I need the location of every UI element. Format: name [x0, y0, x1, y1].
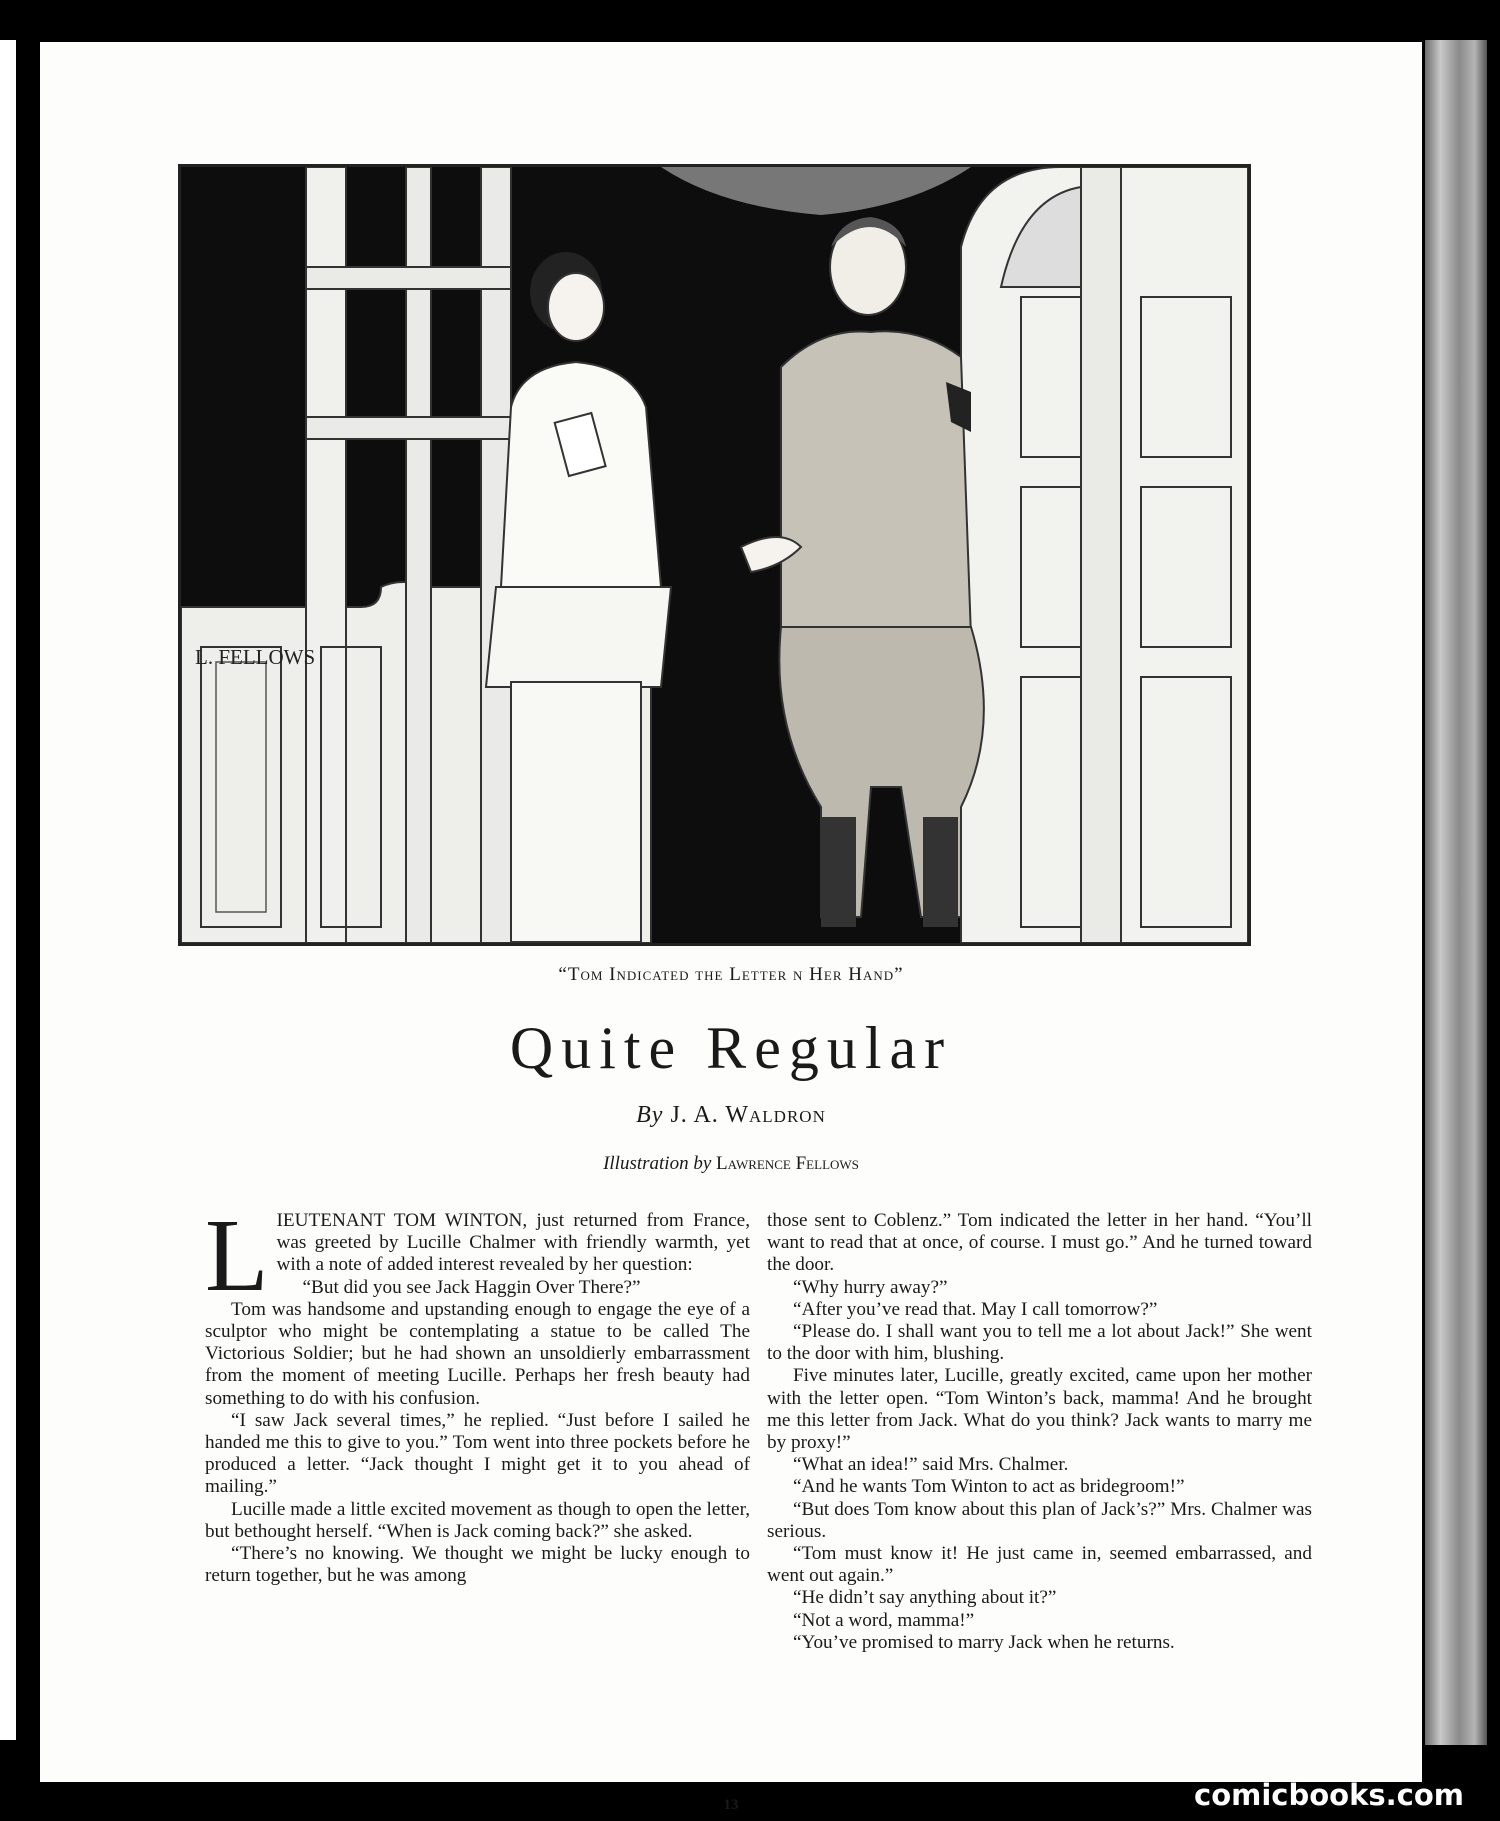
illustration-credit: [40, 1153, 1422, 1175]
drop-cap: L: [205, 1198, 269, 1313]
paragraph: “After you’ve read that. May I call tomorrow?”: [793, 1298, 1158, 1320]
artist-signature: L. FELLOWS: [195, 645, 316, 669]
book-spine: [1425, 40, 1487, 1745]
paragraph: “Why hurry away?”: [793, 1276, 948, 1298]
paragraph: “He didn’t say anything about it?”: [793, 1587, 1057, 1609]
byline-author: J. A. Waldron: [670, 1102, 826, 1128]
paragraph: “You’ve promised to marry Jack when he returns.: [793, 1631, 1175, 1653]
paragraph: “I saw Jack several times,” he replied. “Just before I sailed he handed me this to give to you.” Tom went into three pockets before he produced a letter. “Jack thought I might get it to you ahead of mailing.”: [205, 1409, 750, 1498]
article-title: Quite Regular: [509, 1015, 953, 1081]
paragraph: “There’s no knowing. We thought we might be lucky enough to return together, but he was among: [205, 1543, 750, 1587]
byline-prefix: By: [636, 1102, 664, 1128]
paragraph: “Not a word, mamma!”: [793, 1609, 975, 1631]
illustration-credit-label: Illustration by: [603, 1153, 712, 1174]
facing-page-edge: [0, 40, 16, 1740]
paragraph: “What an idea!” said Mrs. Chalmer.: [793, 1454, 1069, 1476]
paragraph: Five minutes later, Lucille, greatly excited, came upon her mother with the letter open. “Tom Winton’s back, mamma! And he brought me this letter from Jack. What do you think? Jack wants to marry me by proxy!”: [767, 1365, 1312, 1454]
paragraph: “But did you see Jack Haggin Over There?”: [302, 1276, 641, 1298]
text-column-right: [767, 1210, 1312, 1654]
paragraph: “And he wants Tom Winton to act as bridegroom!”: [793, 1476, 1185, 1498]
paragraph: “But does Tom know about this plan of Jack’s?” Mrs. Chalmer was serious.: [767, 1498, 1312, 1542]
paragraph: those sent to Coblenz.” Tom indicated the letter in her hand. “You’ll want to read that at once, of course. I must go.” And he turned toward the door.: [767, 1210, 1312, 1276]
story-illustration: [178, 164, 1251, 946]
illustrator-name: Lawrence Fellows: [716, 1153, 859, 1174]
illustration-caption: “Tom Indicated the Letter n Her Hand”: [558, 964, 904, 985]
paragraph: Tom was handsome and upstanding enough to engage the eye of a sculptor who might be contemplating a statue to be called The Victorious Soldier; but he had shown an unsoldierly embarrassment from the moment of meeting Lucille. Perhaps her fresh beauty had something to do with his confusion.: [205, 1298, 750, 1409]
byline: [40, 1102, 1422, 1129]
paragraph: Lucille made a little excited movement as though to open the letter, but bethought herself. “When is Jack coming back?” she asked.: [205, 1498, 750, 1542]
text-column-left: [205, 1198, 750, 1587]
page-number: 13: [723, 1797, 739, 1813]
paragraph: “Tom must know it! He just came in, seemed embarrassed, and went out again.”: [767, 1543, 1312, 1587]
site-watermark: comicbooks.com: [1194, 1778, 1464, 1812]
paragraph: “Please do. I shall want you to tell me a lot about Jack!” She went to the door with him, blushing.: [767, 1321, 1312, 1365]
paragraph: LIEUTENANT TOM WINTON, just returned from France, was greeted by Lucille Chalmer with friendly warmth, yet with a note of added interest revealed by her question:: [205, 1198, 750, 1313]
